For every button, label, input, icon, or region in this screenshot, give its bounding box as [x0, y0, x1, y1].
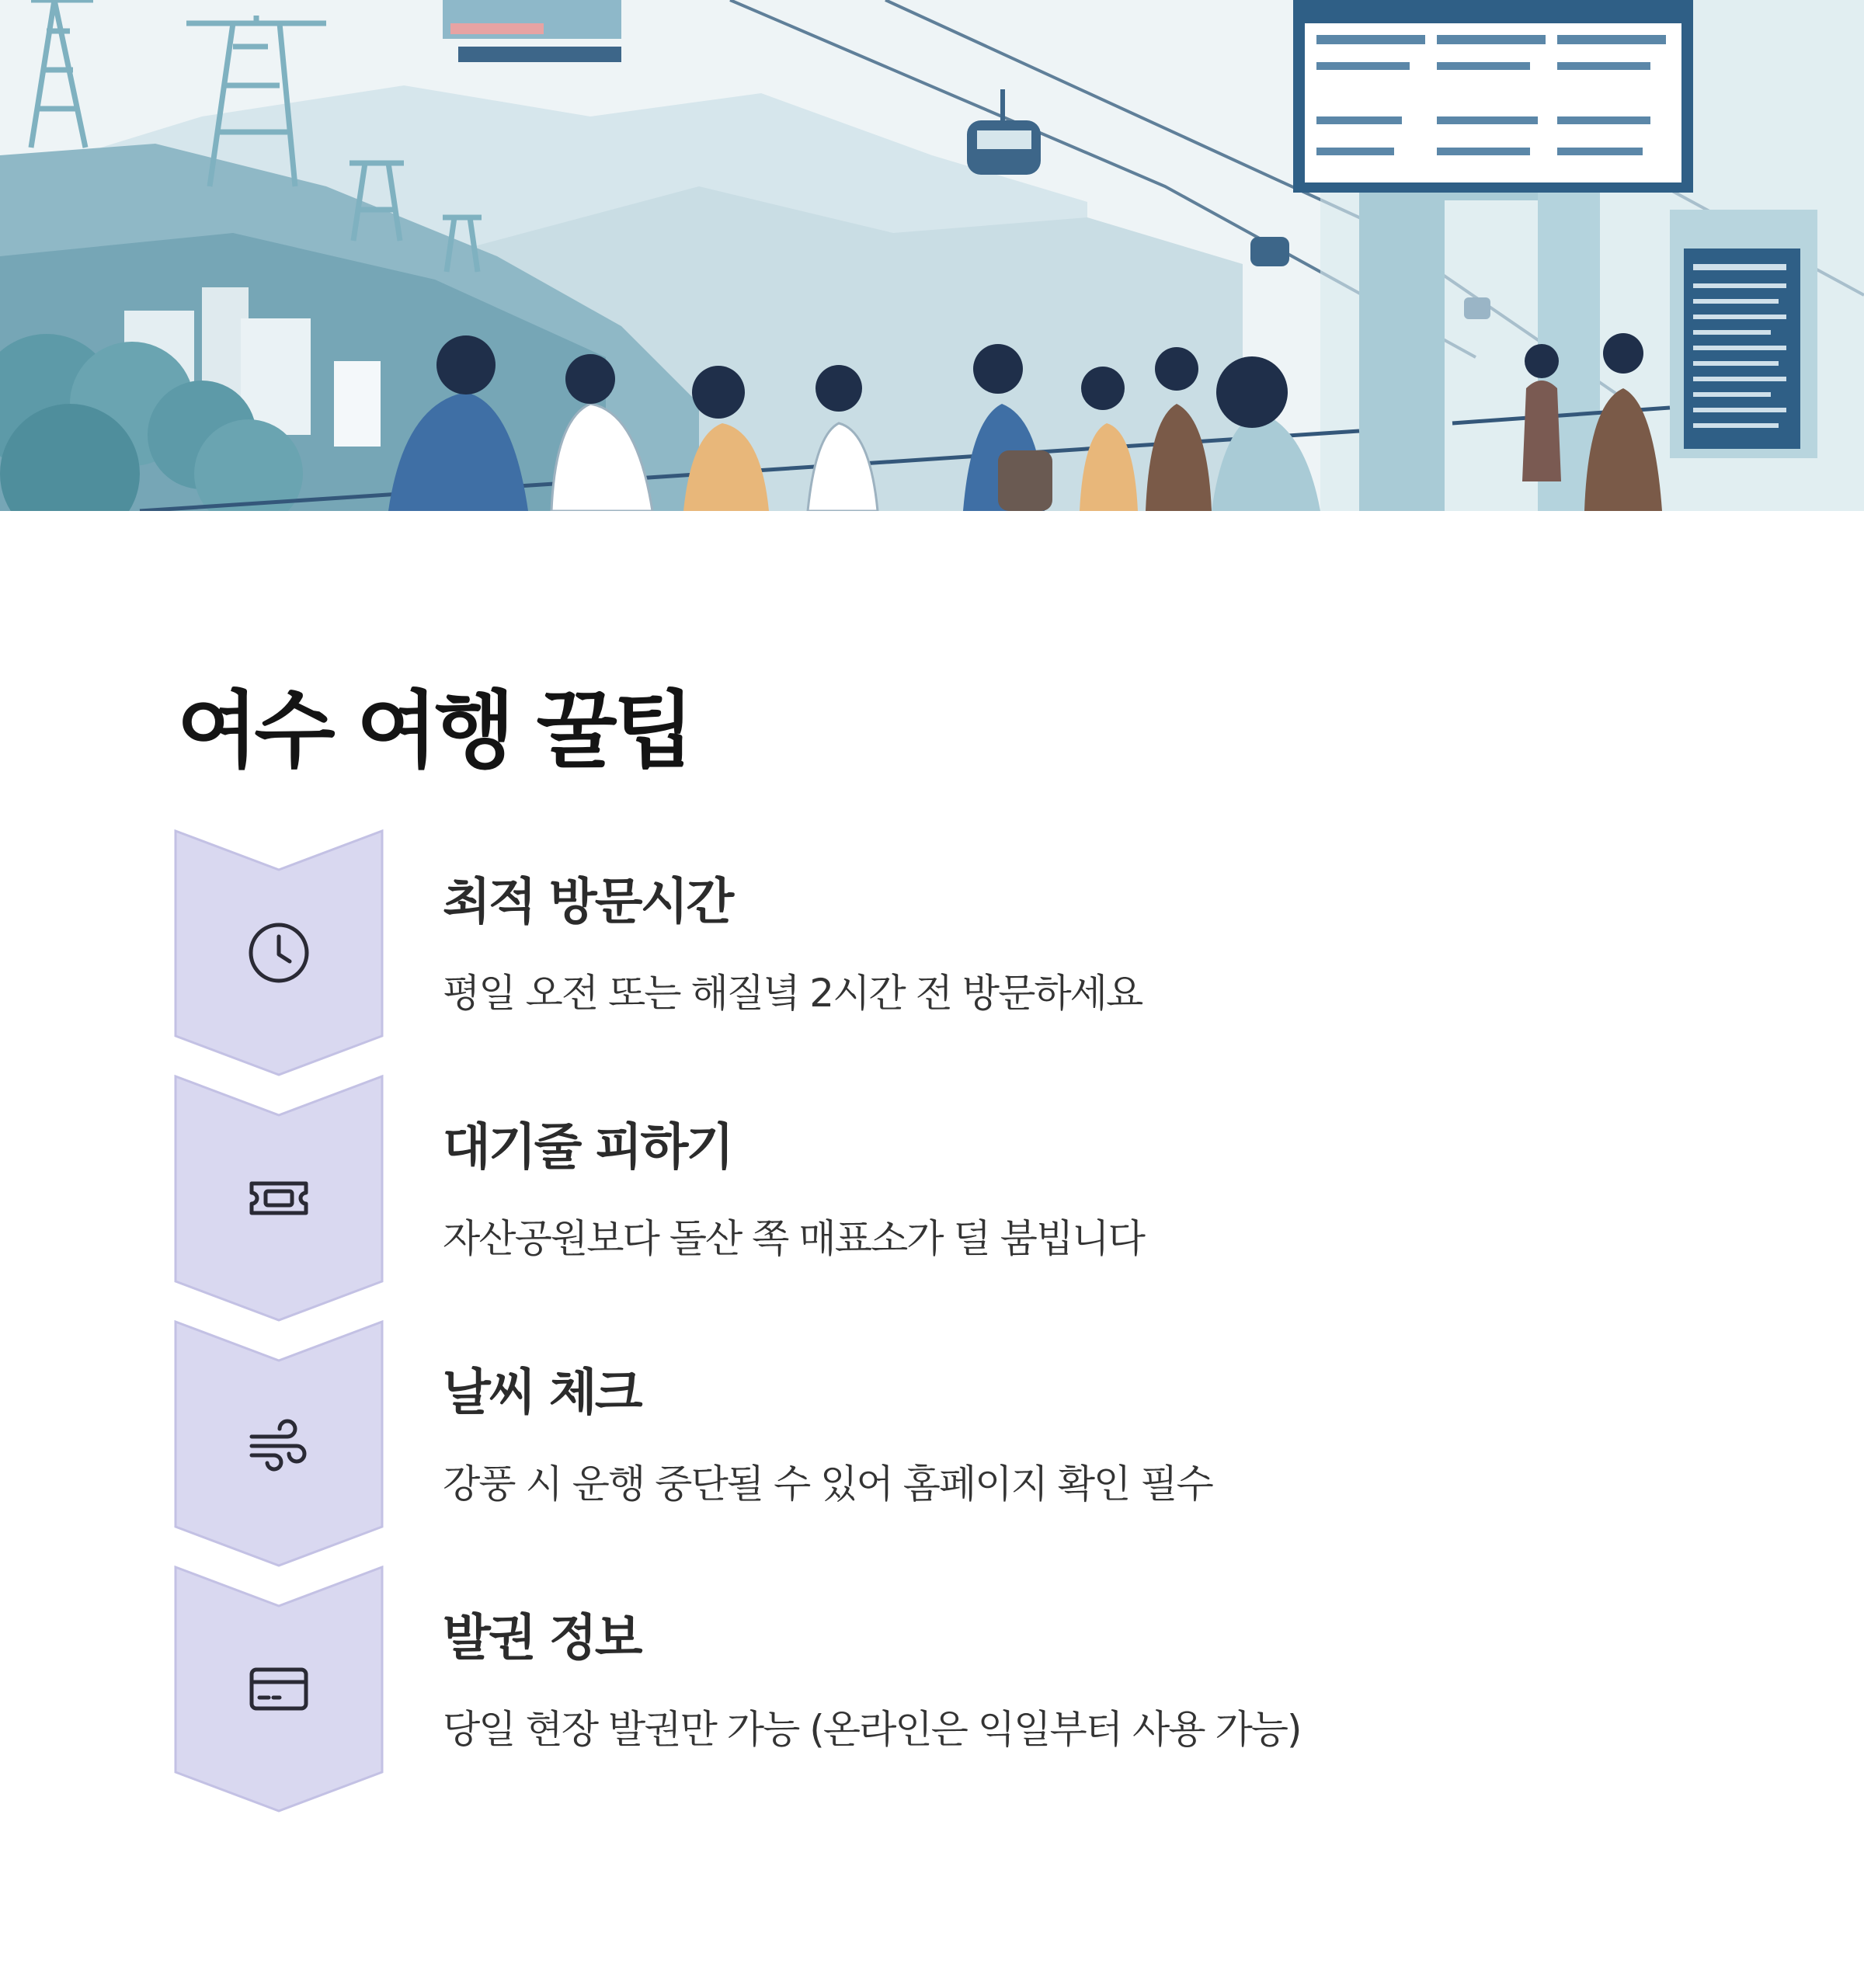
tip-description: 강풍 시 운행 중단될 수 있어 홈페이지 확인 필수	[443, 1461, 1212, 1507]
hero-illustration	[0, 0, 1864, 511]
tip-title: 최적 방문시간	[443, 874, 732, 931]
ticket-icon	[247, 1166, 311, 1230]
cable-car-station-illustration	[0, 0, 1864, 511]
wind-icon	[247, 1412, 311, 1475]
tip-item-ticketing-info	[174, 1566, 1696, 1812]
credit-card-icon	[247, 1657, 311, 1721]
tip-item-best-visit-time	[174, 829, 1696, 1076]
tip-title: 날씨 체크	[443, 1364, 641, 1422]
tip-item-avoid-queues	[174, 1075, 1696, 1322]
clock-icon	[247, 921, 311, 985]
tip-description: 자산공원보다 돌산 쪽 매표소가 덜 붐빕니다	[443, 1216, 1144, 1261]
tip-item-weather-check	[174, 1320, 1696, 1567]
section-title: 여수 여행 꿀팁	[177, 683, 691, 780]
tip-title: 대기줄 피하기	[443, 1119, 732, 1176]
tip-description: 당일 현장 발권만 가능 (온라인은 익일부터 사용 가능)	[443, 1707, 1301, 1752]
tip-description: 평일 오전 또는 해질녘 2시간 전 방문하세요	[443, 971, 1142, 1016]
tip-title: 발권 정보	[443, 1610, 641, 1667]
